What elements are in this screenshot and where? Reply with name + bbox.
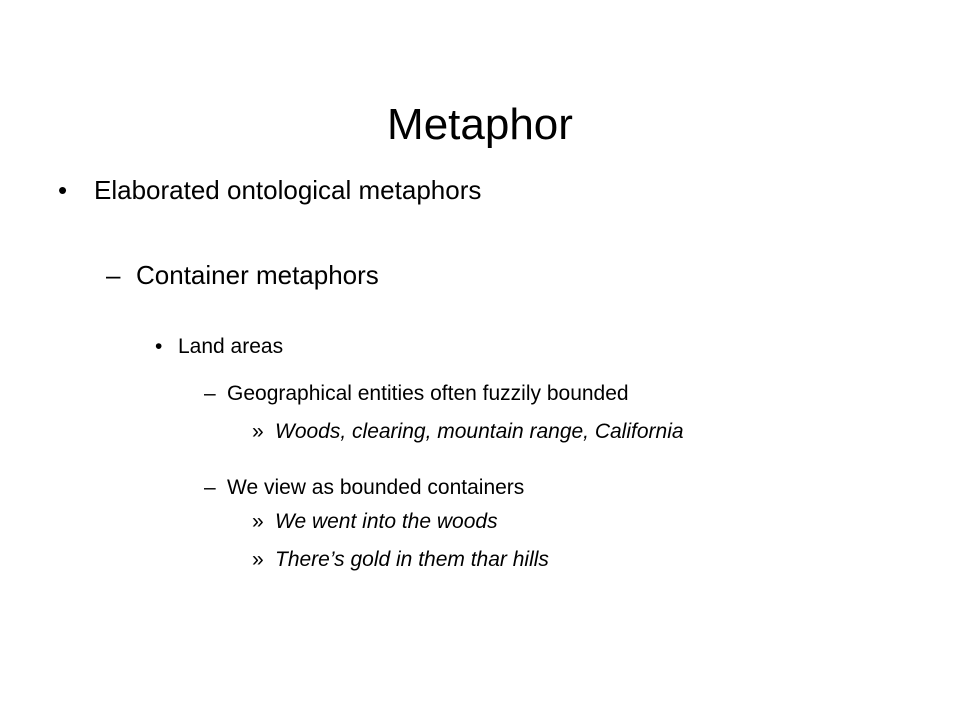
slide-title: Metaphor bbox=[387, 100, 573, 149]
bullet-text-gold-in-hills: There’s gold in them thar hills bbox=[275, 548, 549, 571]
raquo-marker: » bbox=[252, 420, 264, 443]
bullet-marker: • bbox=[155, 335, 163, 358]
raquo-marker: » bbox=[252, 548, 264, 571]
bullet-marker: • bbox=[58, 175, 68, 205]
bullet-text-geographical-entities: Geographical entities often fuzzily bounded bbox=[227, 382, 629, 405]
dash-marker: – bbox=[204, 382, 216, 405]
dash-marker: – bbox=[106, 260, 121, 290]
bullet-text-land-areas: Land areas bbox=[178, 335, 284, 358]
bullet-text-bounded-containers: We view as bounded containers bbox=[227, 476, 525, 499]
bullet-text-woods-clearing: Woods, clearing, mountain range, California bbox=[275, 420, 684, 443]
dash-marker: – bbox=[204, 476, 216, 499]
bullet-text-elaborated-ontological-metaphors: Elaborated ontological metaphors bbox=[94, 175, 482, 205]
bullet-text-container-metaphors: Container metaphors bbox=[136, 260, 379, 290]
bullet-text-went-into-woods: We went into the woods bbox=[275, 510, 498, 533]
raquo-marker: » bbox=[252, 510, 264, 533]
